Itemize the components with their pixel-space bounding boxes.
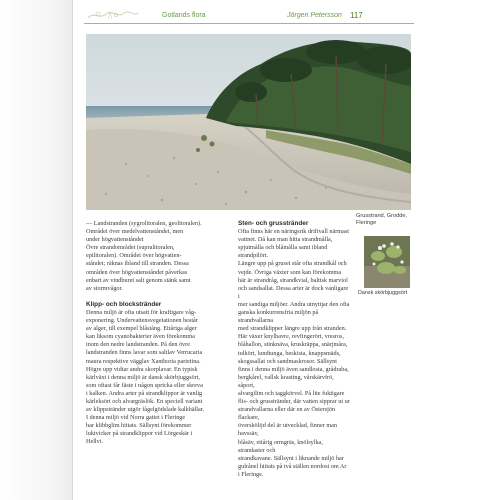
text-line: ståndet; räknas ibland till stranden. Dessa	[86, 260, 189, 268]
thumb-credit	[356, 246, 362, 286]
text-line: och sandsallat. Dessa arter är dock vanligare i	[238, 284, 349, 300]
text-line: överskölijd del är utvecklad, finner man havssäv,	[238, 422, 337, 438]
running-title: Gotlands flora	[162, 12, 206, 19]
text-line: Längre upp på gruset står ofta strandkål och	[238, 260, 347, 268]
text-line: finns i denna miljö även sandlosta, grådraba,	[238, 365, 349, 373]
text-line: spjutmålla och blåmålla samt ibland strandpilört.	[238, 244, 328, 260]
text-line: maura respektive vägglav Xanthoria parietina.	[86, 357, 201, 365]
gutter-line	[72, 0, 73, 500]
photo-caption	[356, 213, 416, 227]
text-line: Högre upp vidtar andra skorplavar. En typisk	[86, 365, 198, 373]
author-name: Jörgen Petersson	[287, 12, 342, 19]
text-line: skogssallat och sandmaskrosor. Sällsynt	[238, 357, 337, 365]
text-line: enbart av vindburet salt genom stänk samt	[86, 276, 191, 284]
text-line: av klippstränder utgör fågelgödslade kalkhällar.	[86, 406, 205, 414]
text-line: i kalken. Andra arter på strandklippor är vanlig	[86, 389, 203, 397]
text-line: vattnet. Då kan man hitta strandmålla,	[238, 236, 333, 244]
text-line: gulrånel hittats på två ställen nordost om Ar	[238, 462, 347, 470]
text-line: blåhallon, stinknäva, kruskräppa, snärjmåra,	[238, 341, 348, 349]
text-line: luktvicker på strandklippor vid Lörgeskär i	[86, 430, 193, 438]
scurvygrass-photo	[364, 236, 410, 288]
text-line: av stormvågor.	[86, 284, 123, 292]
text-line: av alger, till exempel blåstång. Ettåriga alger	[86, 325, 197, 333]
text-line: vejde. Övriga växter som kan förekomma	[238, 268, 342, 276]
text-line: som oftast får fäste i någon spricka eller skreva	[86, 381, 203, 389]
text-line: kärleksört och alvargräslök. En speciell variant	[86, 397, 203, 405]
text-line: Här växer knylhavre, revfingerört, vresros,	[238, 333, 345, 341]
text-line: kärlväxt i denna miljö är dansk skörbjuggsört,	[86, 373, 200, 381]
left-column	[86, 220, 222, 447]
gravel-beach-photo	[86, 34, 411, 210]
text-line: Denna miljö är ofta utsatt för kraftigare våg-	[86, 308, 197, 316]
text-line: Ofta finns här en näringsrik driftvall närmast	[238, 228, 349, 236]
text-line: landstranden finns lavar som saltlav Verrucaria	[86, 349, 203, 357]
photo-caption-line: Grusstrand, Grodde,	[356, 213, 407, 219]
text-line: alvargilim och taggkörvel. På lite fuktigare	[238, 389, 345, 397]
text-line: kan liksom cyanobakterier även förekomma	[86, 333, 195, 341]
flower-logo-icon	[86, 7, 140, 23]
text-line: i Fleringe.	[238, 470, 264, 478]
section-heading: Klipp- och blockstränder	[86, 300, 162, 308]
thumb-caption: Dansk skörbjuggsört	[358, 290, 408, 296]
text-line: mer sandiga miljöer. Andra utnyttjar den ofta	[238, 300, 350, 308]
page-number: 117	[350, 11, 363, 20]
text-line: blåsäv, ettårig ormgräs, knölsylka, strandaster och	[238, 438, 323, 454]
text-line: områden över högvattenståndet påverkas	[86, 268, 188, 276]
text-line: Hellvi.	[86, 438, 104, 446]
text-line: med strandklipper längre upp från stranden.	[238, 325, 347, 333]
text-line: — Landstranden (sygrolitoralen, geolitoralen).	[86, 220, 202, 227]
text-line: Övre strandområdet (supralitoralen,	[86, 244, 175, 252]
text-line: epilitoralen). Området över högvatten-	[86, 252, 182, 260]
text-line: tulkört, lundtunga, beskista, knappsmäds,	[238, 349, 341, 357]
text-line: ganska konkurrensfria miljön på strandvallarna	[238, 309, 319, 325]
header-rule	[84, 23, 414, 24]
text-line: här är strandråg, strandkvial, baltisk marviol	[238, 276, 348, 284]
text-line: bergkårel, vallsk krasting, vårskärvfrö, såport,	[238, 373, 334, 389]
text-line: I denna miljö vid Norra gattet i Fleringe	[86, 414, 186, 422]
text-line: Området över medelvattenståndet, men	[86, 228, 184, 236]
text-line: under högvattenståndet	[86, 236, 144, 244]
text-line: strandkavane. Sällsynt i liknande miljö har	[238, 454, 344, 462]
photo-caption-line: Fleringe	[356, 220, 377, 226]
page-gutter-shadow	[0, 0, 72, 500]
text-line: inom den nedre landstranden. På den övre	[86, 341, 190, 349]
text-line: exponering. Undervattensvegetationen består	[86, 317, 198, 325]
section-heading: Sten- och grusstränder	[238, 220, 309, 227]
right-column	[238, 220, 350, 479]
text-line: strandvallarna eller där en av Östersjön flackare,	[238, 406, 336, 422]
text-line: flis- och grusstränder, där vatten sipprar ut ur	[238, 398, 350, 406]
text-line: har klibbglim hittats. Sällsynt förekommer	[86, 422, 192, 430]
